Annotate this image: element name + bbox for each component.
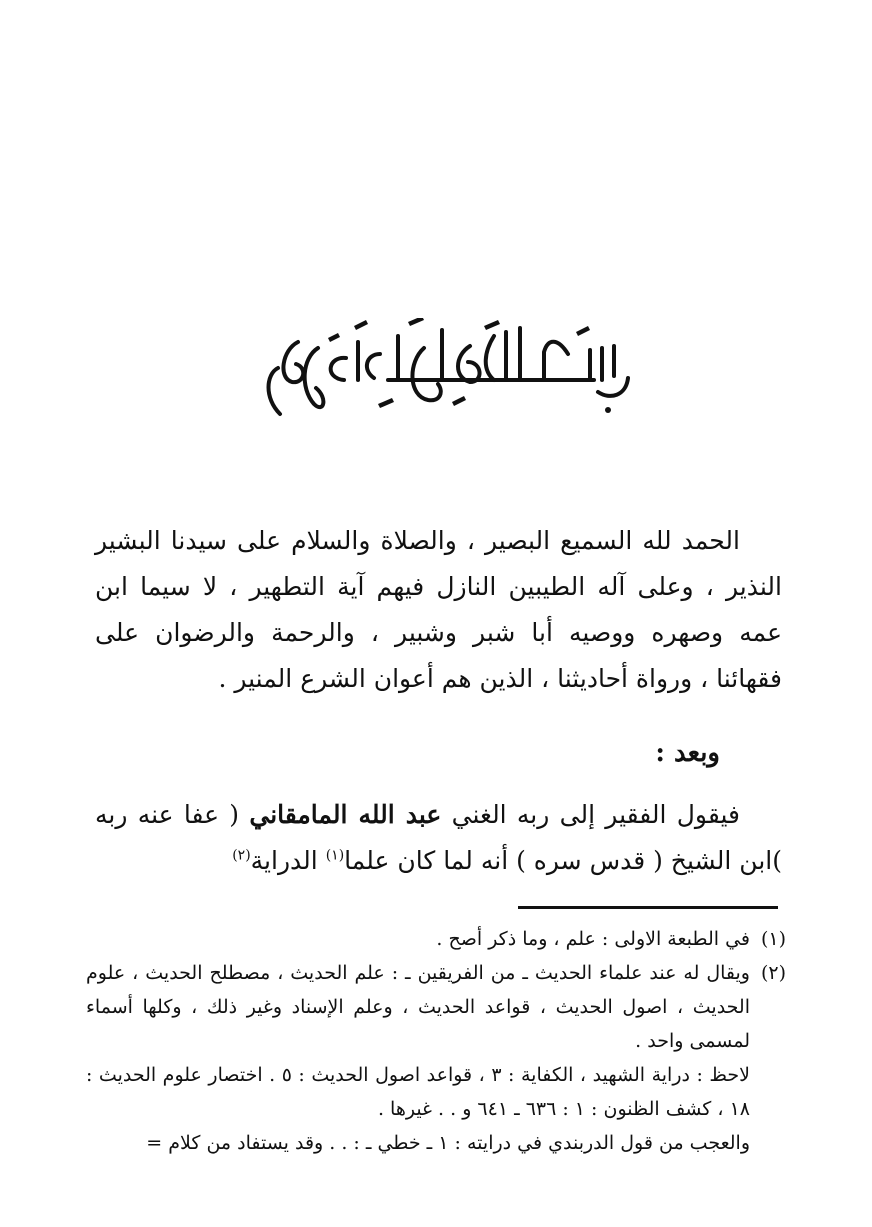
footnotes [86,922,786,1160]
footnote-marker-2: (٢) [232,847,251,864]
main-text-middle: ( عفا عنه ربه )ابن الشيخ ( قدس سره ) أنه لما كان علما [95,800,782,875]
basmala-calligraphy-drawing [258,318,636,422]
section-heading: وبعد : [655,738,720,768]
main-text-end: الدراية [250,846,318,875]
footnote-1-number: (١) [760,928,786,950]
footnote-2-line-3: والعجب من قول الدربندي في درايته : ١ ـ خطي ـ : . . وقد يستفاد من كلام = [146,1132,750,1154]
footnote-1 [86,922,786,956]
basmala-calligraphy [258,318,636,422]
footnote-2-line-1: ويقال له عند علماء الحديث ـ من الفريقين ـ : علم الحديث ، مصطلح الحديث ، علوم الحديث ، اصول الحديث ، قواعد الحديث ، وعلم الإسناد وغير ذلك ، وكلها أسماء لمسمى واحد . [86,962,750,1052]
footnote-1-text: في الطبعة الاولى : علم ، وما ذكر أصح . [436,928,750,950]
main-paragraph [95,792,782,884]
introduction-paragraph [95,518,782,702]
main-text-lead: فيقول الفقير إلى ربه الغني [451,800,740,829]
footnote-separator [518,906,778,909]
footnote-marker-1: (١) [325,847,345,864]
footnote-2 [86,956,786,1160]
footnote-2-line-2: لاحظ : دراية الشهيد ، الكفاية : ٣ ، قواعد اصول الحديث : ٥ . اختصار علوم الحديث : ١٨ ، كشف الظنون : ١ : ٦٣٦ ـ ٦٤١ و . . غيرها . [86,1064,751,1120]
introduction-text: الحمد لله السميع البصير ، والصلاة والسلام على سيدنا البشير النذير ، وعلى آله الطيبين النازل فيهم آية التطهير ، لا سيما ابن عمه وصهره ووصيه أبا شبر وشبير ، والرحمة والرضوان على فقهائنا ، ورواة أحاديثنا ، الذين هم أعوان الشرع المنير . [95,526,782,693]
author-name: عبد الله المامقاني [249,800,442,829]
footnote-2-number: (٢) [760,962,786,984]
